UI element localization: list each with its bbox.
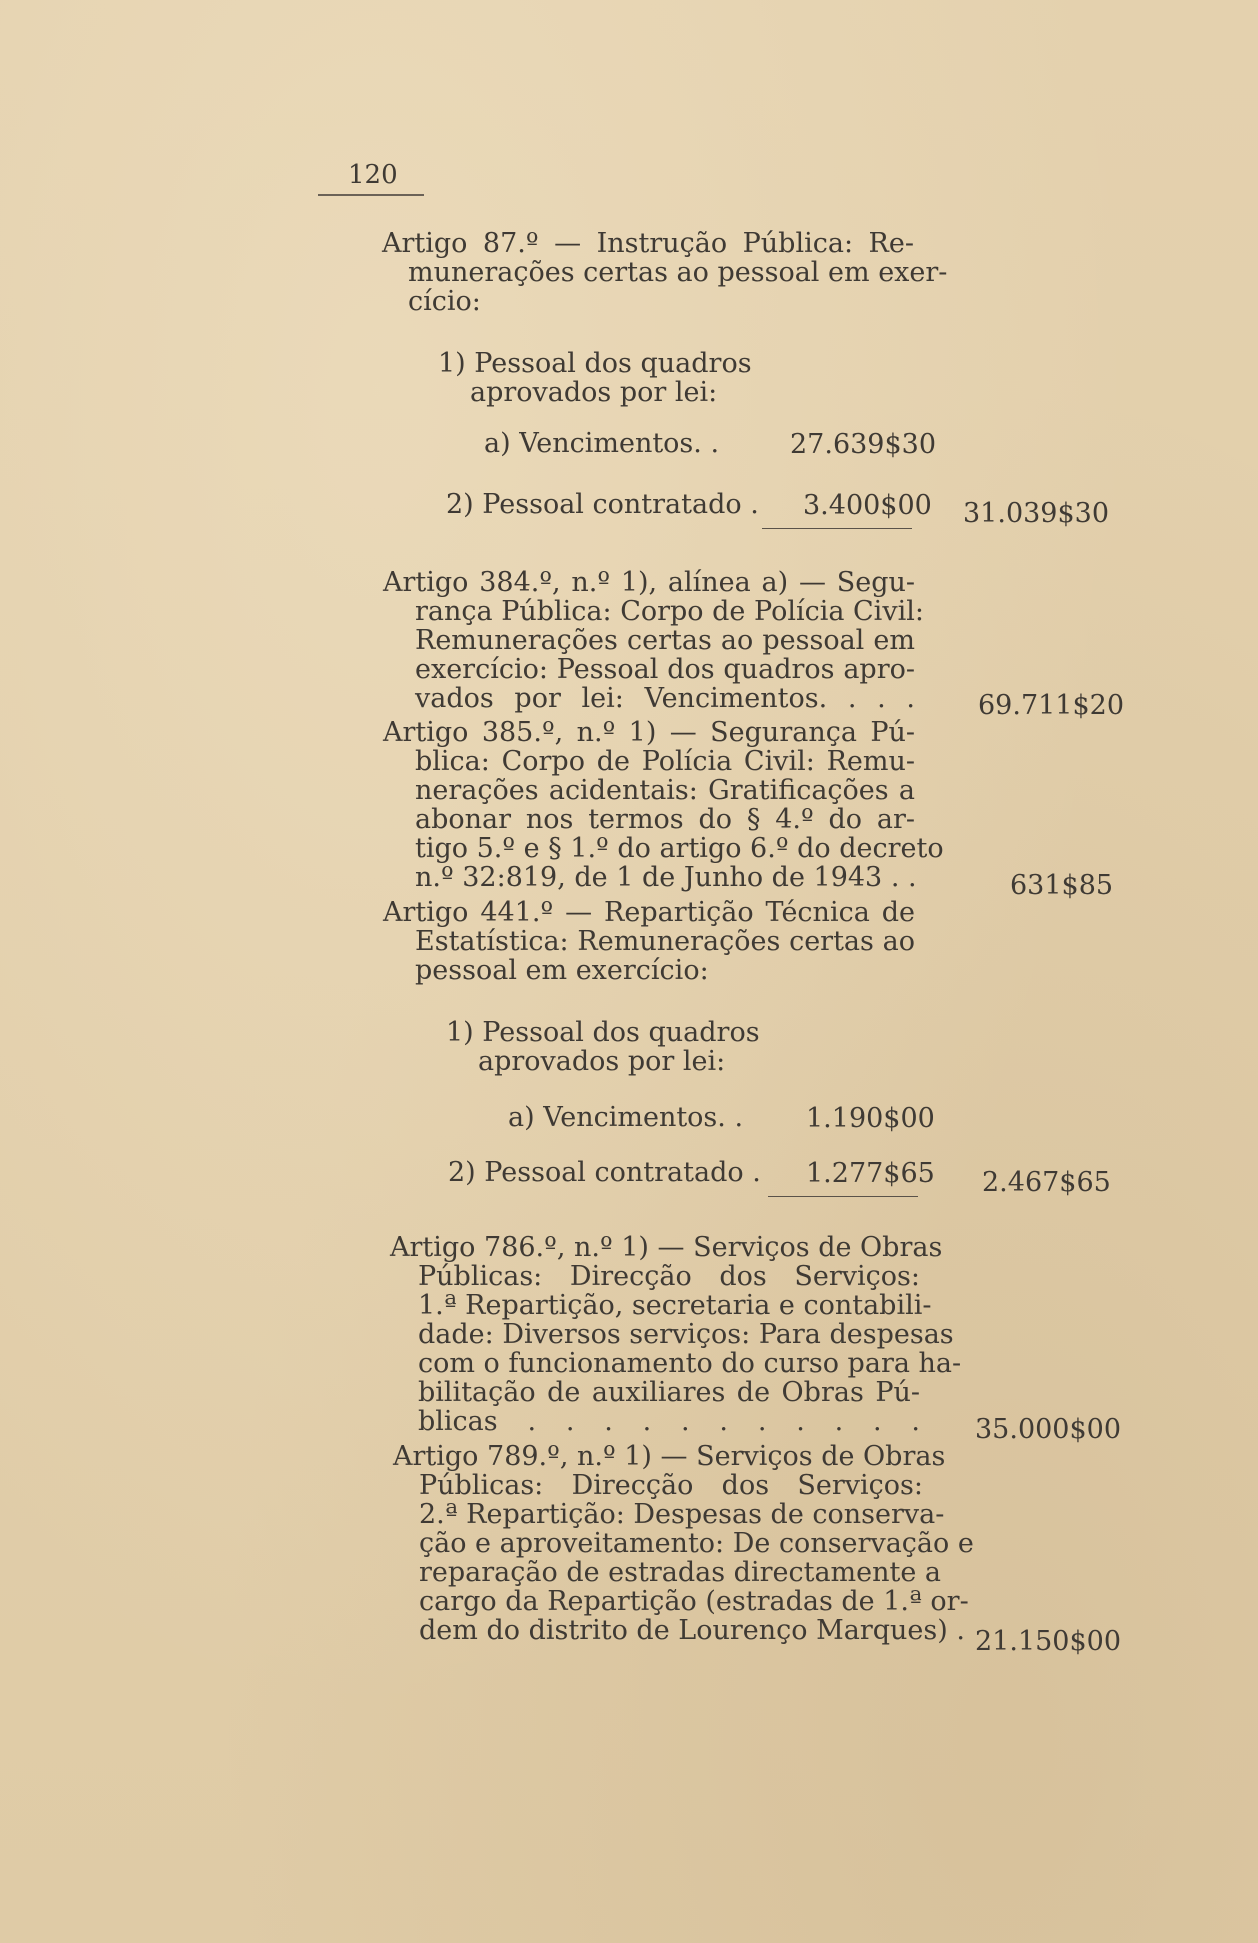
text-line: Artigo 789.º, n.º 1) — Serviços de Obras	[393, 1441, 946, 1472]
text-line: Públicas: Direcção dos Serviços:	[418, 1261, 920, 1292]
text-line: Remunerações certas ao pessoal em	[415, 625, 915, 656]
text-line: 1.ª Repartição, secretaria e contabili-	[418, 1290, 932, 1321]
text-line: vados por lei: Vencimentos. . . .	[415, 683, 915, 714]
text-line: reparação de estradas directamente a	[419, 1557, 942, 1588]
article-87-total: 31.039$30	[963, 498, 1110, 529]
article-87-item-1	[438, 349, 752, 407]
text-line: com o funcionamento do curso para ha-	[418, 1348, 962, 1379]
article-87-sub-a-label: a) Vencimentos. .	[484, 428, 720, 459]
article-385-text	[383, 717, 944, 893]
text-line: exercício: Pessoal dos quadros apro-	[415, 654, 915, 685]
text-line: dade: Diversos serviços: Para despesas	[418, 1319, 954, 1350]
article-87-item-2-label: 2) Pessoal contratado .	[446, 489, 759, 520]
text-line: cargo da Repartição (estradas de 1.ª or-	[419, 1586, 969, 1617]
article-87-sub-a-amount: 27.639$30	[790, 429, 937, 460]
text-line: nerações acidentais: Gratificações a	[415, 775, 915, 806]
article-384-text	[383, 567, 924, 714]
text-line: 2.ª Repartição: Despesas de conserva-	[419, 1499, 945, 1530]
article-786-text	[390, 1232, 962, 1437]
text-line: cício:	[408, 286, 481, 317]
text-line: ção e aproveitamento: De conservação e	[419, 1528, 974, 1559]
article-441-item-1	[446, 1018, 760, 1076]
subtotal-rule	[762, 528, 912, 529]
text-line: Artigo 87.º — Instrução Pública: Re-	[382, 228, 914, 259]
article-384-total: 69.711$20	[978, 690, 1125, 721]
page-number: 120	[348, 160, 398, 190]
article-441-item-2-amount: 1.277$65	[806, 1158, 935, 1189]
text-line: aprovados por lei:	[470, 377, 718, 408]
text-line: Artigo 385.º, n.º 1) — Segurança Pú-	[383, 717, 915, 748]
text-line: pessoal em exercício:	[415, 955, 709, 986]
article-789-text	[393, 1441, 974, 1646]
text-line: Públicas: Direcção dos Serviços:	[419, 1470, 923, 1501]
article-441-item-2-label: 2) Pessoal contratado .	[448, 1157, 761, 1188]
article-87-item-2-amount: 3.400$00	[803, 490, 932, 521]
subtotal-rule	[768, 1196, 918, 1197]
article-441-heading	[383, 898, 915, 985]
text-line: munerações certas ao pessoal em exer-	[408, 257, 948, 288]
text-line: rança Pública: Corpo de Polícia Civil:	[415, 596, 924, 627]
text-line: blica: Corpo de Polícia Civil: Remu-	[415, 746, 915, 777]
article-441-sub-a-amount: 1.190$00	[806, 1103, 935, 1134]
text-line: Artigo 384.º, n.º 1), alínea a) — Segu-	[383, 567, 915, 598]
page-number-underline	[318, 194, 424, 196]
article-441-total: 2.467$65	[982, 1167, 1111, 1198]
text-line: aprovados por lei:	[478, 1046, 726, 1077]
article-786-total: 35.000$00	[975, 1414, 1122, 1445]
text-line: Artigo 441.º — Repartição Técnica de	[383, 897, 915, 928]
text-line: 1) Pessoal dos quadros	[438, 348, 752, 379]
text-line: blicas . . . . . . . . . . .	[418, 1406, 920, 1437]
text-line: Estatística: Remunerações certas ao	[415, 926, 915, 957]
article-789-total: 21.150$00	[975, 1626, 1122, 1657]
text-line: abonar nos termos do § 4.º do ar-	[415, 804, 915, 835]
text-line: dem do distrito de Lourenço Marques) .	[419, 1615, 965, 1646]
text-line: bilitação de auxiliares de Obras Pú-	[418, 1377, 920, 1408]
text-line: 1) Pessoal dos quadros	[446, 1017, 760, 1048]
text-line: n.º 32:819, de 1 de Junho de 1943 . .	[415, 862, 917, 893]
article-87-heading	[382, 228, 948, 317]
text-line: Artigo 786.º, n.º 1) — Serviços de Obras	[390, 1232, 943, 1263]
article-385-total: 631$85	[1010, 870, 1114, 901]
article-441-sub-a-label: a) Vencimentos. .	[508, 1102, 744, 1133]
text-line: tigo 5.º e § 1.º do artigo 6.º do decreto	[415, 833, 944, 864]
